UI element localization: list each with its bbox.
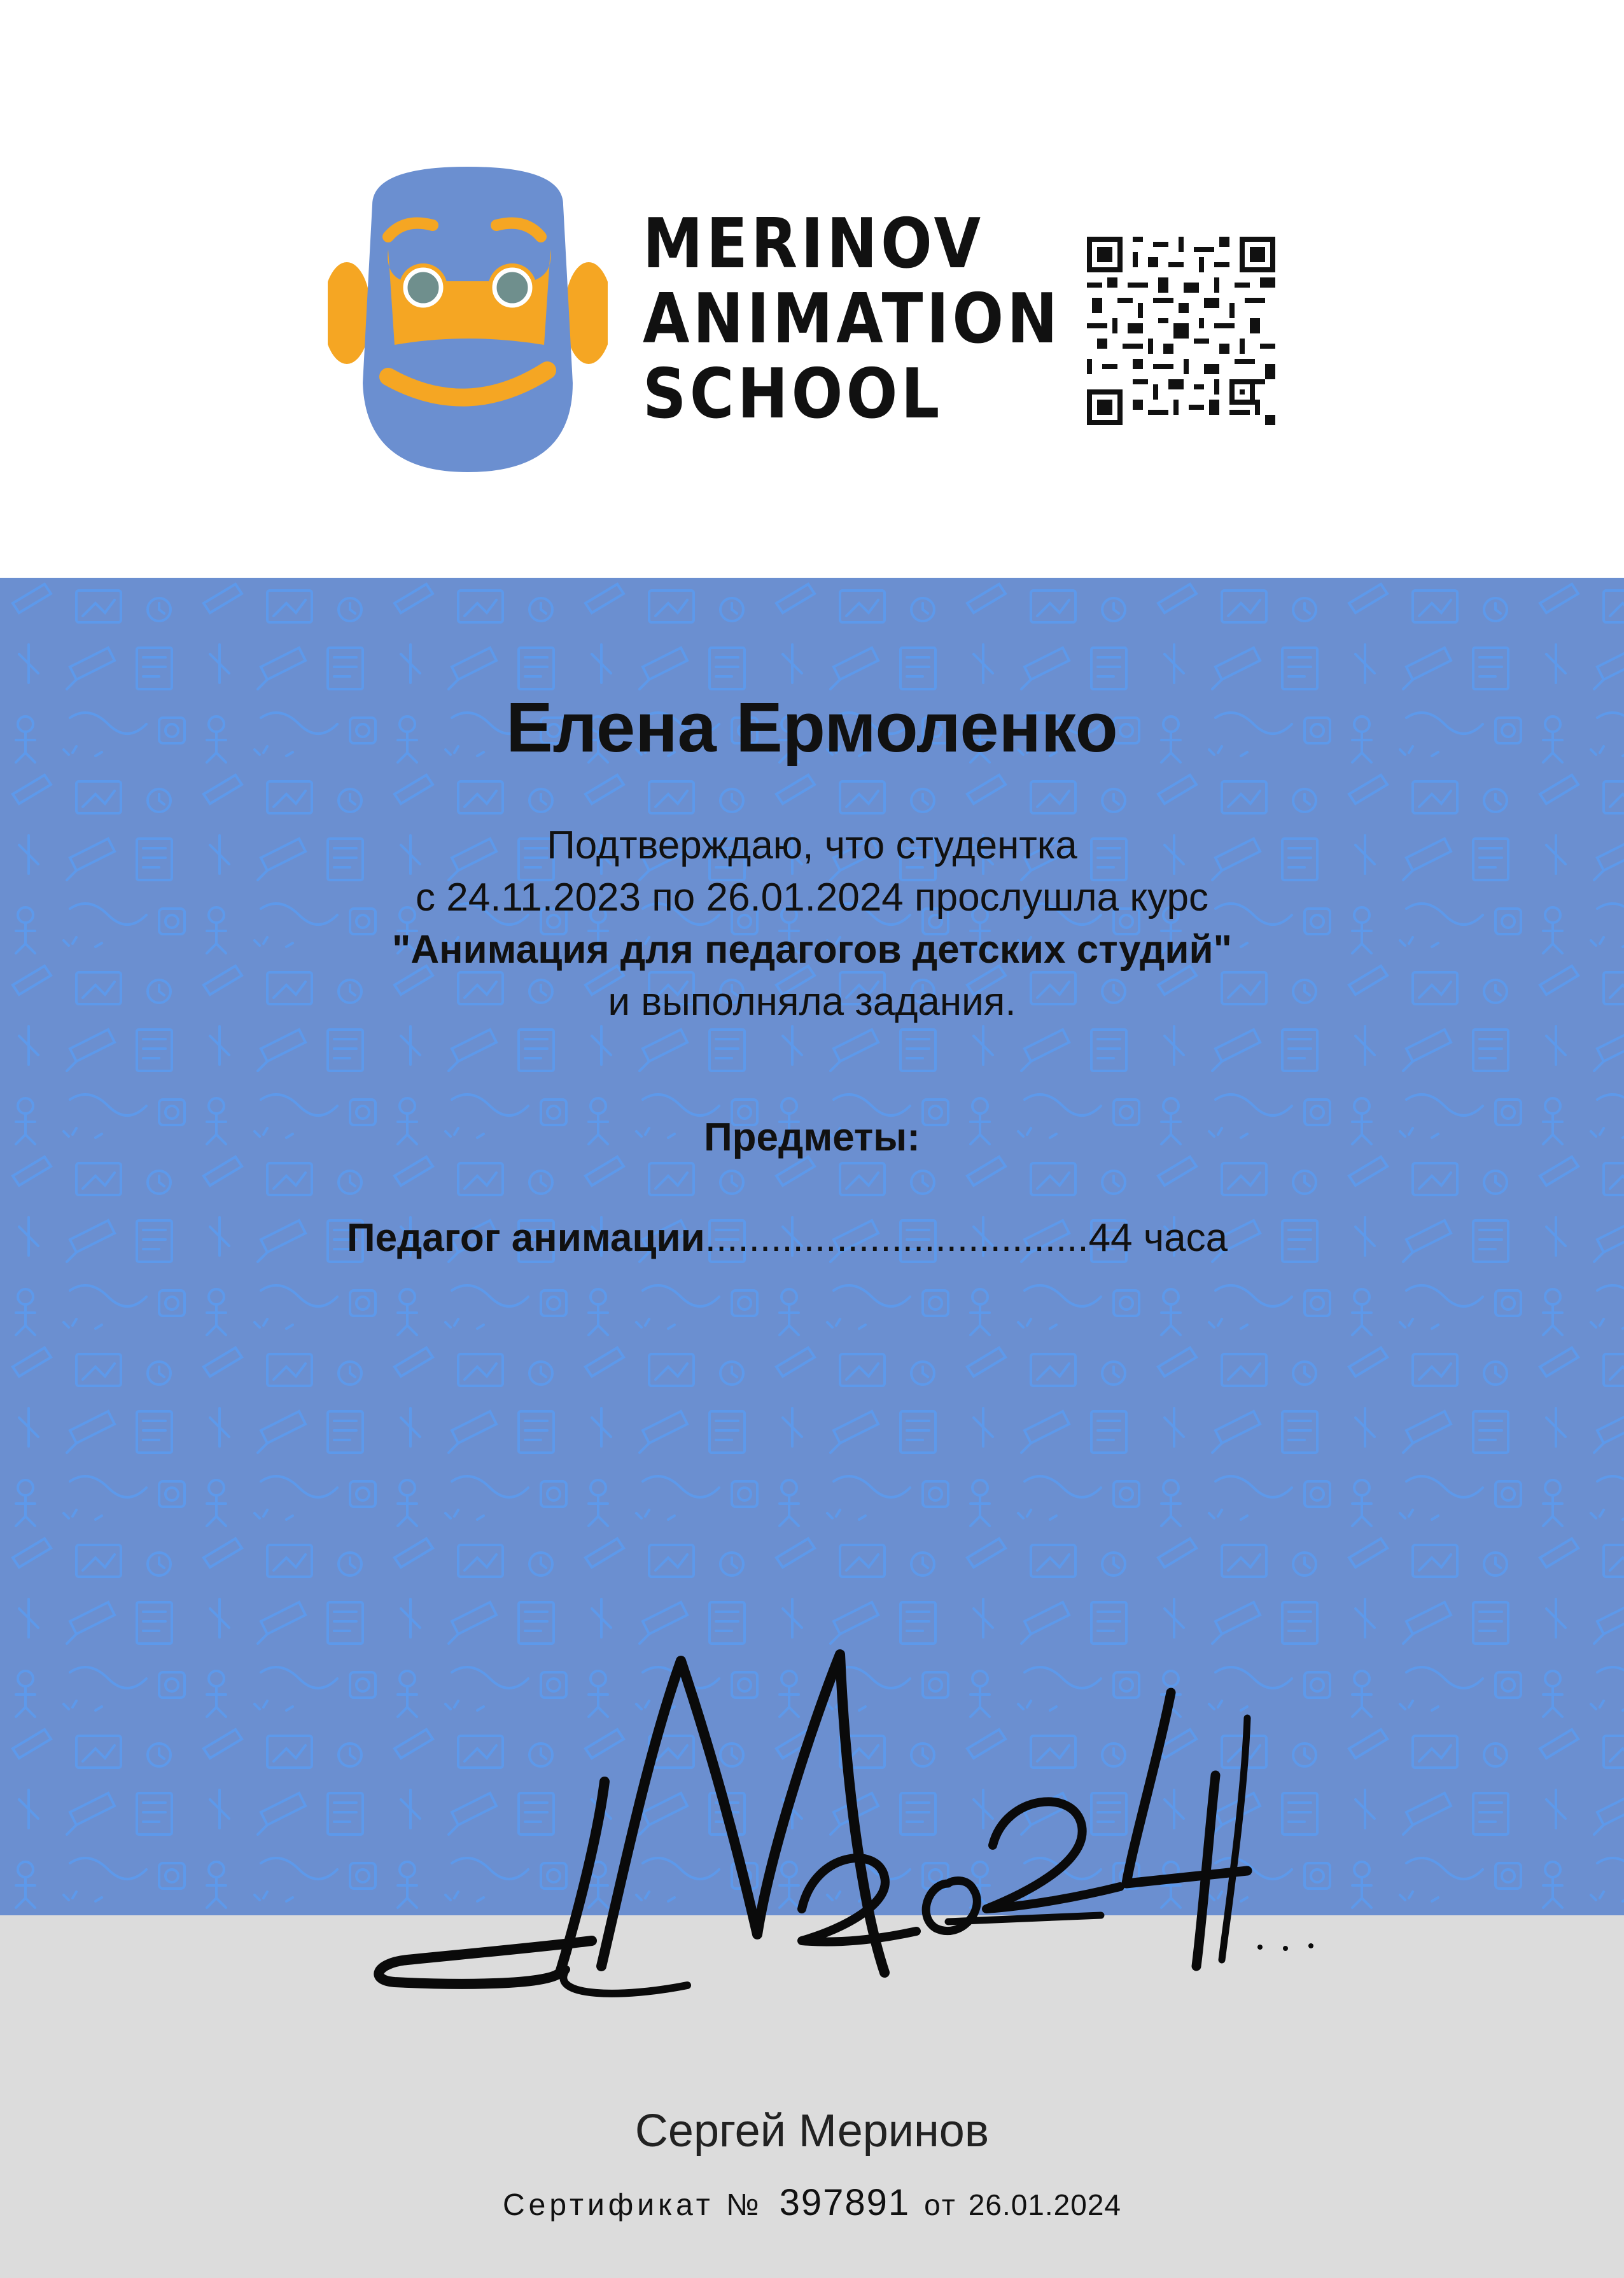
statement-line-4: и выполняла задания. bbox=[608, 980, 1016, 1024]
certificate-header bbox=[0, 0, 1624, 578]
certificate-number: 397891 bbox=[779, 2182, 911, 2223]
certificate-statement bbox=[0, 820, 1624, 1028]
statement-line-2: с 24.11.2023 по 26.01.2024 прослушла курс bbox=[416, 876, 1208, 919]
certificate-number-line bbox=[0, 2181, 1624, 2224]
subject-leader-dots: ................................... bbox=[704, 1216, 1089, 1260]
mascot-logo-icon bbox=[328, 167, 608, 472]
certificate-date: 26.01.2024 bbox=[968, 2188, 1122, 2221]
student-name: Елена Ермоленко bbox=[506, 688, 1118, 767]
director-name: Сергей Меринов bbox=[634, 2106, 990, 2156]
school-wordmark bbox=[643, 204, 1061, 434]
subject-name: Педагог анимации bbox=[347, 1216, 705, 1260]
subject-hours: 44 часа bbox=[1088, 1216, 1228, 1260]
qr-code-icon bbox=[1087, 237, 1275, 425]
wordmark-line-1: MERINOV bbox=[643, 204, 984, 284]
course-title: "Анимация для педагогов детских студий" bbox=[391, 928, 1233, 972]
certificate-label: Сертификат № bbox=[502, 2188, 763, 2222]
wordmark-line-2: ANIMATION bbox=[643, 279, 1061, 359]
wordmark-line-3: SCHOOL bbox=[643, 354, 943, 434]
director-signature bbox=[356, 1642, 1349, 2036]
subjects-heading: Предметы: bbox=[704, 1115, 920, 1159]
subject-row bbox=[347, 1215, 1228, 1261]
certificate-from-label: от bbox=[924, 2188, 957, 2221]
statement-line-1: Подтверждаю, что студентка bbox=[547, 823, 1077, 867]
